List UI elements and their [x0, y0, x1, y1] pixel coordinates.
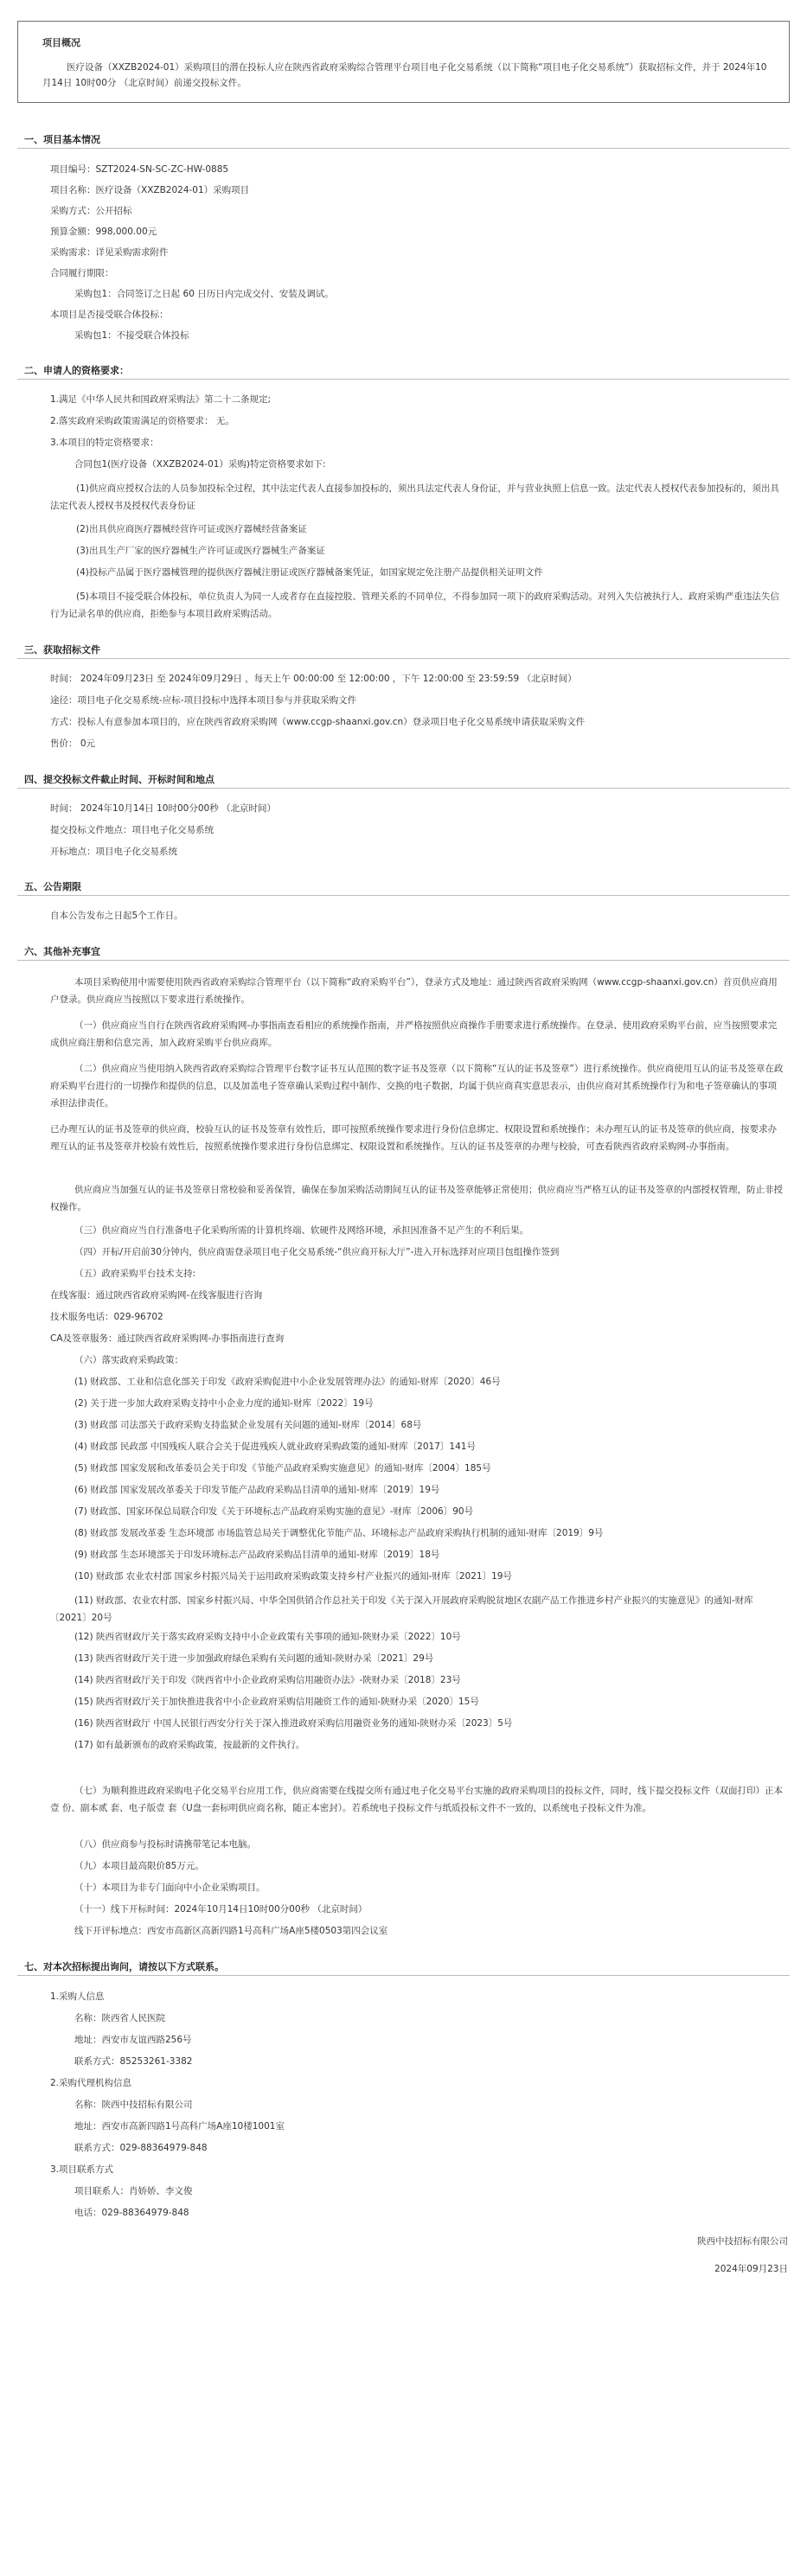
policy-item: (12) 陕西省财政厅关于落实政府采购支持中小企业政策有关事项的通知-陕财办采〔2022〕10号 [74, 1632, 461, 1642]
section-title-basic-info: 一、项目基本情况 [24, 134, 100, 145]
section-divider [17, 788, 790, 789]
qualification-item: (1)供应商应授权合法的人员参加投标全过程，其中法定代表人直接参加投标的，须出具法定代表人身份证，并与营业执照上信息一致。法定代表人授权代表参加投标的，须出具法定代表人授权书及授权代表身份证 [50, 483, 779, 511]
section-title-supplement: 六、其他补充事宜 [24, 946, 100, 957]
section-title-contact: 七、对本次招标提出询问，请按以下方式联系。 [24, 1961, 224, 1972]
agency-title: 2.采购代理机构信息 [50, 2078, 132, 2088]
policy-item: (16) 陕西省财政厅 中国人民银行西安分行关于深入推进政府采购信用融资业务的通知-陕财办采〔2023〕5号 [74, 1718, 513, 1729]
supplement-intro: 本项目采购使用中需要使用陕西省政府采购综合管理平台（以下简称“政府采购平台”），登录方式及地址：通过陕西省政府采购网（www.ccgp-shaanxi.gov.cn）首页供应商用户登录。供应商应当按照以下要求进行系统操作。 [50, 977, 778, 1005]
offline-open-address: 线下开评标地点：西安市高新区高新四路1号高科广场A座5楼0503第四会议室 [74, 1926, 388, 1936]
supplement-item: （四）开标/开启前30分钟内，供应商需登录项目电子化交易系统-“供应商开标大厅”-进入开标选择对应项目包组操作签到 [74, 1247, 560, 1257]
policy-item: (4) 财政部 民政部 中国残疾人联合会关于促进残疾人就业政府采购政策的通知-财库〔2017〕141号 [74, 1441, 476, 1452]
supplement-item: （五）政府采购平台技术支持: [74, 1269, 196, 1279]
purchaser-phone: 联系方式：85253261-3382 [74, 2056, 193, 2067]
tech-support-online: 在线客服：通过陕西省政府采购网-在线客服进行咨询 [50, 1290, 263, 1301]
obtain-route: 途径：项目电子化交易系统-应标-项目投标中选择本项目参与并获取采购文件 [50, 695, 357, 706]
policy-item: (3) 财政部 司法部关于政府采购支持监狱企业发展有关问题的通知-财库〔2014〕68号 [74, 1420, 422, 1430]
supplement-item: （八）供应商参与投标时请携带笔记本电脑。 [74, 1839, 256, 1850]
budget-amount: 预算金额：998,000.00元 [50, 227, 157, 237]
project-contact-person: 项目联系人：肖娇娇、李文俊 [74, 2186, 193, 2196]
obtain-price: 售价： 0元 [50, 738, 96, 749]
qualification-item: 2.落实政府采购政策需满足的资格要求： 无。 [50, 416, 234, 426]
section-title-obtain-docs: 三、获取招标文件 [24, 644, 100, 655]
policy-item: (14) 陕西省财政厅关于印发《陕西省中小企业政府采购信用融资办法》-陕财办采〔2018〕23号 [74, 1675, 461, 1685]
qualification-package: 合同包1(医疗设备（XXZB2024-01）采购)特定资格要求如下: [74, 459, 326, 470]
supplement-item: （六）落实政府采购政策： [74, 1355, 183, 1365]
section-divider [17, 960, 790, 961]
agency-phone: 联系方式：029-88364979-848 [74, 2143, 208, 2153]
agency-address: 地址：西安市高新四路1号高科广场A座10楼1001室 [74, 2121, 285, 2132]
consortium-value: 采购包1：不接受联合体投标 [74, 330, 189, 341]
project-number: 项目编号：SZT2024-SN-SC-ZC-HW-0885 [50, 164, 229, 175]
procurement-demand: 采购需求：详见采购需求附件 [50, 247, 169, 258]
policy-item: (6) 财政部 国家发展改革委关于印发节能产品政府采购品目清单的通知-财库〔2019〕19号 [74, 1485, 440, 1495]
section-divider [17, 1975, 790, 1976]
agency-name: 名称：陕西中技招标有限公司 [74, 2100, 193, 2110]
overview-title: 项目概况 [42, 37, 80, 48]
section-divider [17, 895, 790, 896]
tech-support-ca: CA及签章服务：通过陕西省政府采购网-办事指南进行查询 [50, 1333, 285, 1344]
qualification-item: 3.本项目的特定资格要求： [50, 438, 159, 448]
policy-item: (2) 关于进一步加大政府采购支持中小企业力度的通知-财库〔2022〕19号 [74, 1398, 374, 1409]
signature-organization: 陕西中技招标有限公司 [697, 2236, 788, 2247]
announcement-period: 自本公告发布之日起5个工作日。 [50, 911, 183, 921]
project-name: 项目名称：医疗设备（XXZB2024-01）采购项目 [50, 185, 250, 195]
policy-item: (1) 财政部、工业和信息化部关于印发《政府采购促进中小企业发展管理办法》的通知-财库〔2020〕46号 [74, 1377, 501, 1387]
supplement-item: 供应商应当加强互认的证书及签章日常校验和妥善保管，确保在参加采购活动期间互认的证书及签章能够正常使用；供应商应当严格互认的证书及签章的内部授权管理，防止非授权操作。 [50, 1185, 783, 1212]
policy-item: (9) 财政部 生态环境部关于印发环境标志产品政府采购品目清单的通知-财库〔2019〕18号 [74, 1550, 440, 1560]
policy-item: (13) 陕西省财政厅关于进一步加强政府绿色采购有关问题的通知-陕财办采〔2021〕29号 [74, 1653, 434, 1664]
supplement-item: （十）本项目为非专门面向中小企业采购项目。 [74, 1882, 266, 1893]
policy-item: (10) 财政部 农业农村部 国家乡村振兴局关于运用政府采购政策支持乡村产业振兴的通知-财库〔2021〕19号 [74, 1571, 512, 1582]
project-overview-box [17, 21, 790, 103]
project-contact-phone: 电话：029-88364979-848 [74, 2208, 189, 2218]
contract-period-label: 合同履行期限： [50, 268, 114, 278]
overview-body: 医疗设备（XXZB2024-01）采购项目的潜在投标人应在陕西省政府采购综合管理平台项目电子化交易系统（以下简称“项目电子化交易系统”）获取招标文件，并于 2024年10月14日 10时00分 （北京时间）前递交投标文件。 [42, 62, 767, 88]
policy-item: (8) 财政部 发展改革委 生态环境部 市场监管总局关于调整优化节能产品、环境标志产品政府采购执行机制的通知-财库〔2019〕9号 [74, 1528, 604, 1538]
section-title-period: 五、公告期限 [24, 881, 81, 892]
supplement-item: 已办理互认的证书及签章的供应商，校验互认的证书及签章有效性后，即可按照系统操作要求进行身份信息绑定、权限设置和系统操作；未办理互认的证书及签章的供应商，按要求办理互认的证书及签章并校验有效性后，按照系统操作要求进行身份信息绑定、权限设置和系统操作。互认的证书及签章的办理与校验，可查看陕西省政府采购网-办事指南。 [50, 1124, 777, 1152]
section-divider [17, 658, 790, 659]
open-place: 开标地点：项目电子化交易系统 [50, 847, 177, 857]
purchaser-name: 名称：陕西省人民医院 [74, 2013, 165, 2023]
qualification-item: (2)出具供应商医疗器械经营许可证或医疗器械经营备案证 [76, 524, 307, 534]
supplement-item: （三）供应商应当自行准备电子化采购所需的计算机终端、软硬件及网络环境，承担因准备不足产生的不利后果。 [74, 1225, 528, 1236]
section-title-qualification: 二、申请人的资格要求： [24, 365, 129, 376]
qualification-item: (3)出具生产厂家的医疗器械生产许可证或医疗器械生产备案证 [76, 546, 325, 556]
procurement-method: 采购方式：公开招标 [50, 206, 132, 216]
obtain-way: 方式：投标人有意参加本项目的，应在陕西省政府采购网（www.ccgp-shaanxi.gov.cn）登录项目电子化交易系统申请获取采购文件 [50, 717, 586, 727]
contract-period-value: 采购包1：合同签订之日起 60 日历日内完成交付、安装及调试。 [74, 289, 334, 299]
qualification-item: 1.满足《中华人民共和国政府采购法》第二十二条规定; [50, 394, 272, 405]
purchaser-title: 1.采购人信息 [50, 1991, 105, 2002]
signature-date: 2024年09月23日 [714, 2264, 788, 2274]
section-divider [17, 379, 790, 380]
supplement-item: （一）供应商应当自行在陕西省政府采购网-办事指南查看相应的系统操作指南，并严格按照供应商操作手册要求进行系统操作。在登录、使用政府采购平台前，应当按照要求完成供应商注册和信息完善，加入政府采购平台供应商库。 [50, 1020, 778, 1048]
submit-place: 提交投标文件地点：项目电子化交易系统 [50, 825, 214, 835]
policy-item: (5) 财政部 国家发展和改革委员会关于印发《节能产品政府采购实施意见》的通知-财库〔2004〕185号 [74, 1463, 491, 1473]
supplement-item: （七）为顺利推进政府采购电子化交易平台应用工作，供应商需要在线提交所有通过电子化交易平台实施的政府采购项目的投标文件，同时，线下提交投标文件（双面打印）正本 壹 份、副本贰 套、电子版壹 套（U盘一套标明供应商名称，随正本密封）。若系统电子投标文件与纸质投标文件不一致的，以系统电子投标文件为准。 [50, 1786, 783, 1813]
policy-item: (7) 财政部、国家环保总局联合印发《关于环境标志产品政府采购实施的意见》-财库〔2006〕90号 [74, 1506, 474, 1517]
section-title-deadline: 四、提交投标文件截止时间、开标时间和地点 [24, 774, 215, 785]
offline-open-time: （十一）线下开标时间：2024年10月14日10时00分00秒 （北京时间） [74, 1904, 368, 1914]
project-contact-title: 3.项目联系方式 [50, 2164, 114, 2175]
consortium-label: 本项目是否接受联合体投标： [50, 310, 169, 320]
policy-item: (15) 陕西省财政厅关于加快推进我省中小企业政府采购信用融资工作的通知-陕财办采〔2020〕15号 [74, 1697, 479, 1707]
policy-item: (11) 财政部、农业农村部、国家乡村振兴局、中华全国供销合作总社关于印发《关于深入开展政府采购脱贫地区农副产品工作推进乡村产业振兴的实施意见》的通知-财库〔2021〕20号 [50, 1595, 753, 1623]
qualification-item: (5)本项目不接受联合体投标，单位负责人为同一人或者存在直接控股、管理关系的不同单位，不得参加同一项下的政府采购活动。对列入失信被执行人、政府采购严重违法失信行为记录名单的供应商，拒绝参与本项目政府采购活动。 [50, 591, 779, 619]
qualification-item: (4)投标产品属于医疗器械管理的提供医疗器械注册证或医疗器械备案凭证，如国家规定免注册产品提供相关证明文件 [76, 567, 543, 578]
purchaser-address: 地址：西安市友谊西路256号 [74, 2035, 192, 2045]
supplement-item: （九）本项目最高限价85万元。 [74, 1861, 204, 1871]
supplement-item: （二）供应商应当使用纳入陕西省政府采购综合管理平台数字证书互认范围的数字证书及签章（以下简称“互认的证书及签章”）进行系统操作。供应商使用互认的证书及签章在政府采购平台进行的一切操作和提供的信息，以及加盖电子签章确认采购过程中制作、交换的电子数据，均属于供应商真实意思表示，由供应商对其系统操作行为和电子签章确认的事项承担法律责任。 [50, 1064, 784, 1109]
policy-item: (17) 如有最新颁布的政府采购政策，按最新的文件执行。 [74, 1740, 305, 1750]
obtain-time: 时间： 2024年09月23日 至 2024年09月29日 ，每天上午 00:00:00 至 12:00:00 ，下午 12:00:00 至 23:59:59 （北京时间） [50, 674, 577, 684]
section-divider [17, 148, 790, 149]
deadline-time: 时间： 2024年10月14日 10时00分00秒 （北京时间） [50, 803, 277, 814]
tech-support-phone: 技术服务电话：029-96702 [50, 1312, 163, 1322]
